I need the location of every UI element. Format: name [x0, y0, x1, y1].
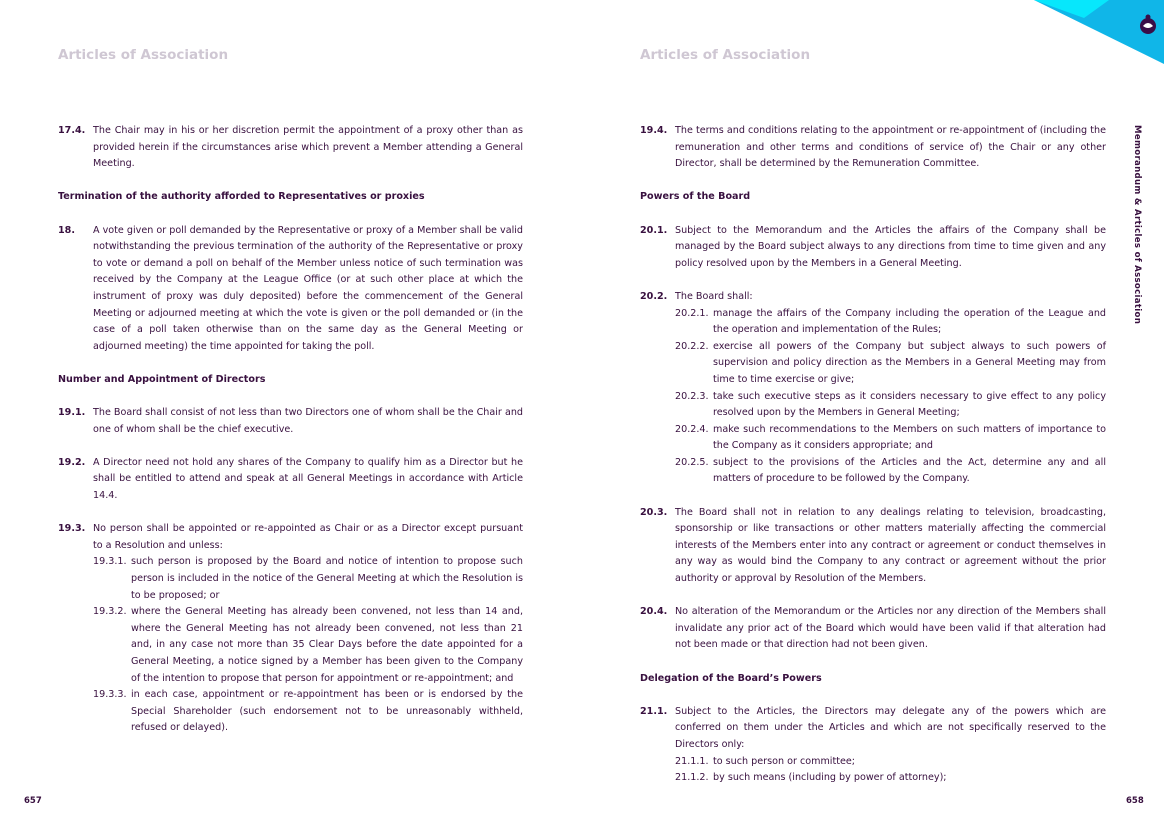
spacer [640, 173, 1106, 190]
subclause-number: 21.1.2. [675, 772, 709, 784]
subclause [93, 687, 523, 737]
subclause-text: where the General Meeting has already been convened, not less than 14 and, where the General Meeting has not already been convened, not less than 21 and, in any case not more than 35 Clear Days before the date appointed for a General Meeting, a notice signed by a Member has been given to the Company of the intention to propose that person for appointment or re-appointment; and [131, 606, 523, 684]
clause [640, 223, 1106, 273]
clause-number: 18. [58, 224, 75, 236]
subclause-text: in each case, appointment or re-appointment has been or is endorsed by the Special Shareholder (such endorsement not to be unreasonably withheld, refused or delayed). [131, 689, 523, 734]
right-page-number: 658 [1126, 796, 1144, 806]
section-heading: Delegation of the Board’s Powers [640, 672, 822, 684]
subclause-number: 19.3.2. [93, 606, 127, 618]
section-heading: Termination of the authority afforded to Representatives or proxies [58, 191, 425, 203]
corner-decoration [1014, 0, 1164, 70]
subclause-number: 20.2.3. [675, 390, 709, 402]
spacer [58, 206, 523, 223]
subclause-number: 19.3.3. [93, 689, 127, 701]
clause-text: The Board shall not in relation to any dealings relating to television, broadcasting, sponsorship or like transactions or other matters materially affecting the commercial interests of the Members enter into any contract or agreement or conduct themselves in any way as would bind the Company to any contract or agreement without the prior authority or approval by Resolution of the Members. [675, 506, 1106, 585]
clause-text: No alteration of the Memorandum or the Articles nor any direction of the Members shall invalidate any prior act of the Board which would have been valid if that alteration had not been made or that direction had not been given. [675, 606, 1106, 651]
subclause-text: take such executive steps as it considers necessary to give effect to any policy resolved upon by the Members in General Meeting; [713, 390, 1106, 419]
left-page-content [58, 123, 523, 737]
subclause-number: 20.2.1. [675, 307, 709, 319]
spacer [58, 355, 523, 372]
spacer [640, 588, 1106, 605]
subclause [675, 339, 1106, 389]
left-page-number: 657 [24, 796, 42, 806]
subclause-text: manage the affairs of the Company including the operation of the League and the operation and implementation of the Rules; [713, 307, 1106, 336]
subclause [93, 554, 523, 604]
spacer [640, 654, 1106, 671]
clause [58, 405, 523, 438]
clause [640, 123, 1106, 173]
clause-number: 20.1. [640, 224, 668, 236]
spacer [58, 505, 523, 522]
clause-text: A vote given or poll demanded by the Representative or proxy of a Member shall be valid notwithstanding the previous termination of the authority of the Representative or proxy to vote or demand a poll on behalf of the Member unless notice of such termination was received by the Company at the League Office (or at such other place at which the instrument of proxy was duly deposited) before the commencement of the General Meeting or adjourned meeting at which the vote is given or the poll demanded or (in the case of a poll taken otherwise than on the same day as the General Meeting or adjourned meeting) the time appointed for taking the poll. [93, 224, 523, 352]
subclause-number: 19.3.1. [93, 556, 127, 568]
subclause-text: make such recommendations to the Members on such matters of importance to the Company as it considers appropriate; and [713, 423, 1106, 452]
clause-text: No person shall be appointed or re-appointed as Chair or as a Director except pursuant to a Resolution and unless: [93, 523, 523, 551]
clause [640, 505, 1106, 588]
subclause [93, 604, 523, 687]
side-label [1128, 125, 1142, 325]
spacer [640, 687, 1106, 704]
clause [640, 604, 1106, 654]
subclause-list [675, 754, 1106, 787]
spacer [58, 173, 523, 190]
clause-number: 19.3. [58, 523, 86, 535]
subclause-number: 21.1.1. [675, 755, 709, 767]
subclause-text: such person is proposed by the Board and notice of intention to propose such person is included in the notice of the General Meeting at which the Resolution is to be proposed; or [131, 556, 523, 601]
section-heading: Powers of the Board [640, 191, 751, 203]
clause-number: 21.1. [640, 705, 668, 717]
subclause-list [93, 554, 523, 737]
clause [58, 455, 523, 505]
subclause-number: 20.2.2. [675, 340, 709, 352]
clause-number: 20.2. [640, 290, 668, 302]
subclause [675, 422, 1106, 455]
subclause [675, 455, 1106, 488]
right-header: Articles of Association [640, 47, 811, 63]
clause-number: 20.3. [640, 506, 668, 518]
clause [58, 521, 523, 554]
spacer [58, 438, 523, 455]
clause-text: The Board shall: [675, 290, 753, 302]
subclause [675, 770, 1106, 787]
subclause-text: exercise all powers of the Company but subject always to such powers of supervision and policy direction as the Members in a General Meeting may from time to time exercise or give; [713, 340, 1106, 385]
section-heading: Number and Appointment of Directors [58, 373, 266, 385]
left-header: Articles of Association [58, 47, 229, 63]
clause-number: 19.1. [58, 407, 86, 419]
right-page-content [640, 123, 1106, 787]
clause-text: Subject to the Memorandum and the Articles the affairs of the Company shall be managed by the Board subject always to any directions from time to time given and any policy resolved upon by the Members in a General Meeting. [675, 224, 1106, 269]
spacer [640, 488, 1106, 505]
clause [58, 223, 523, 356]
subclause-text: by such means (including by power of attorney); [713, 772, 947, 784]
clause-text: The terms and conditions relating to the appointment or re-appointment of (including the remuneration and other terms and conditions of service of) the Chair or any other Director, shall be determined by the Remuneration Committee. [675, 125, 1106, 170]
subclause-number: 20.2.5. [675, 456, 709, 468]
spacer [58, 389, 523, 406]
subclause-list [675, 306, 1106, 489]
clause [58, 123, 523, 173]
subclause [675, 389, 1106, 422]
subclause-text: to such person or committee; [713, 755, 856, 767]
subclause [675, 754, 1106, 771]
spacer [640, 272, 1106, 289]
clause [640, 289, 1106, 306]
side-label-text: Memorandum & Articles of Association [1132, 125, 1142, 325]
subclause-number: 20.2.4. [675, 423, 709, 435]
clause-number: 17.4. [58, 125, 86, 136]
clause-number: 20.4. [640, 606, 668, 618]
clause-text: The Chair may in his or her discretion permit the appointment of a proxy other than as provided herein if the circumstances arise which prevent a Member attending a General Meeting. [93, 125, 523, 170]
clause-text: A Director need not hold any shares of the Company to qualify him as a Director but he shall be entitled to attend and speak at all General Meetings in accordance with Article 14.4. [93, 456, 523, 502]
subclause-text: subject to the provisions of the Articles and the Act, determine any and all matters of procedure to be followed by the Company. [713, 456, 1106, 485]
clause-number: 19.4. [640, 125, 668, 136]
clause-text: The Board shall consist of not less than two Directors one of whom shall be the Chair and one of whom shall be the chief executive. [93, 407, 523, 435]
clause-number: 19.2. [58, 456, 86, 468]
subclause [675, 306, 1106, 339]
clause [640, 704, 1106, 754]
spacer [640, 206, 1106, 223]
clause-text: Subject to the Articles, the Directors may delegate any of the powers which are conferred on them under the Articles and which are not specifically reserved to the Directors only: [675, 705, 1106, 750]
